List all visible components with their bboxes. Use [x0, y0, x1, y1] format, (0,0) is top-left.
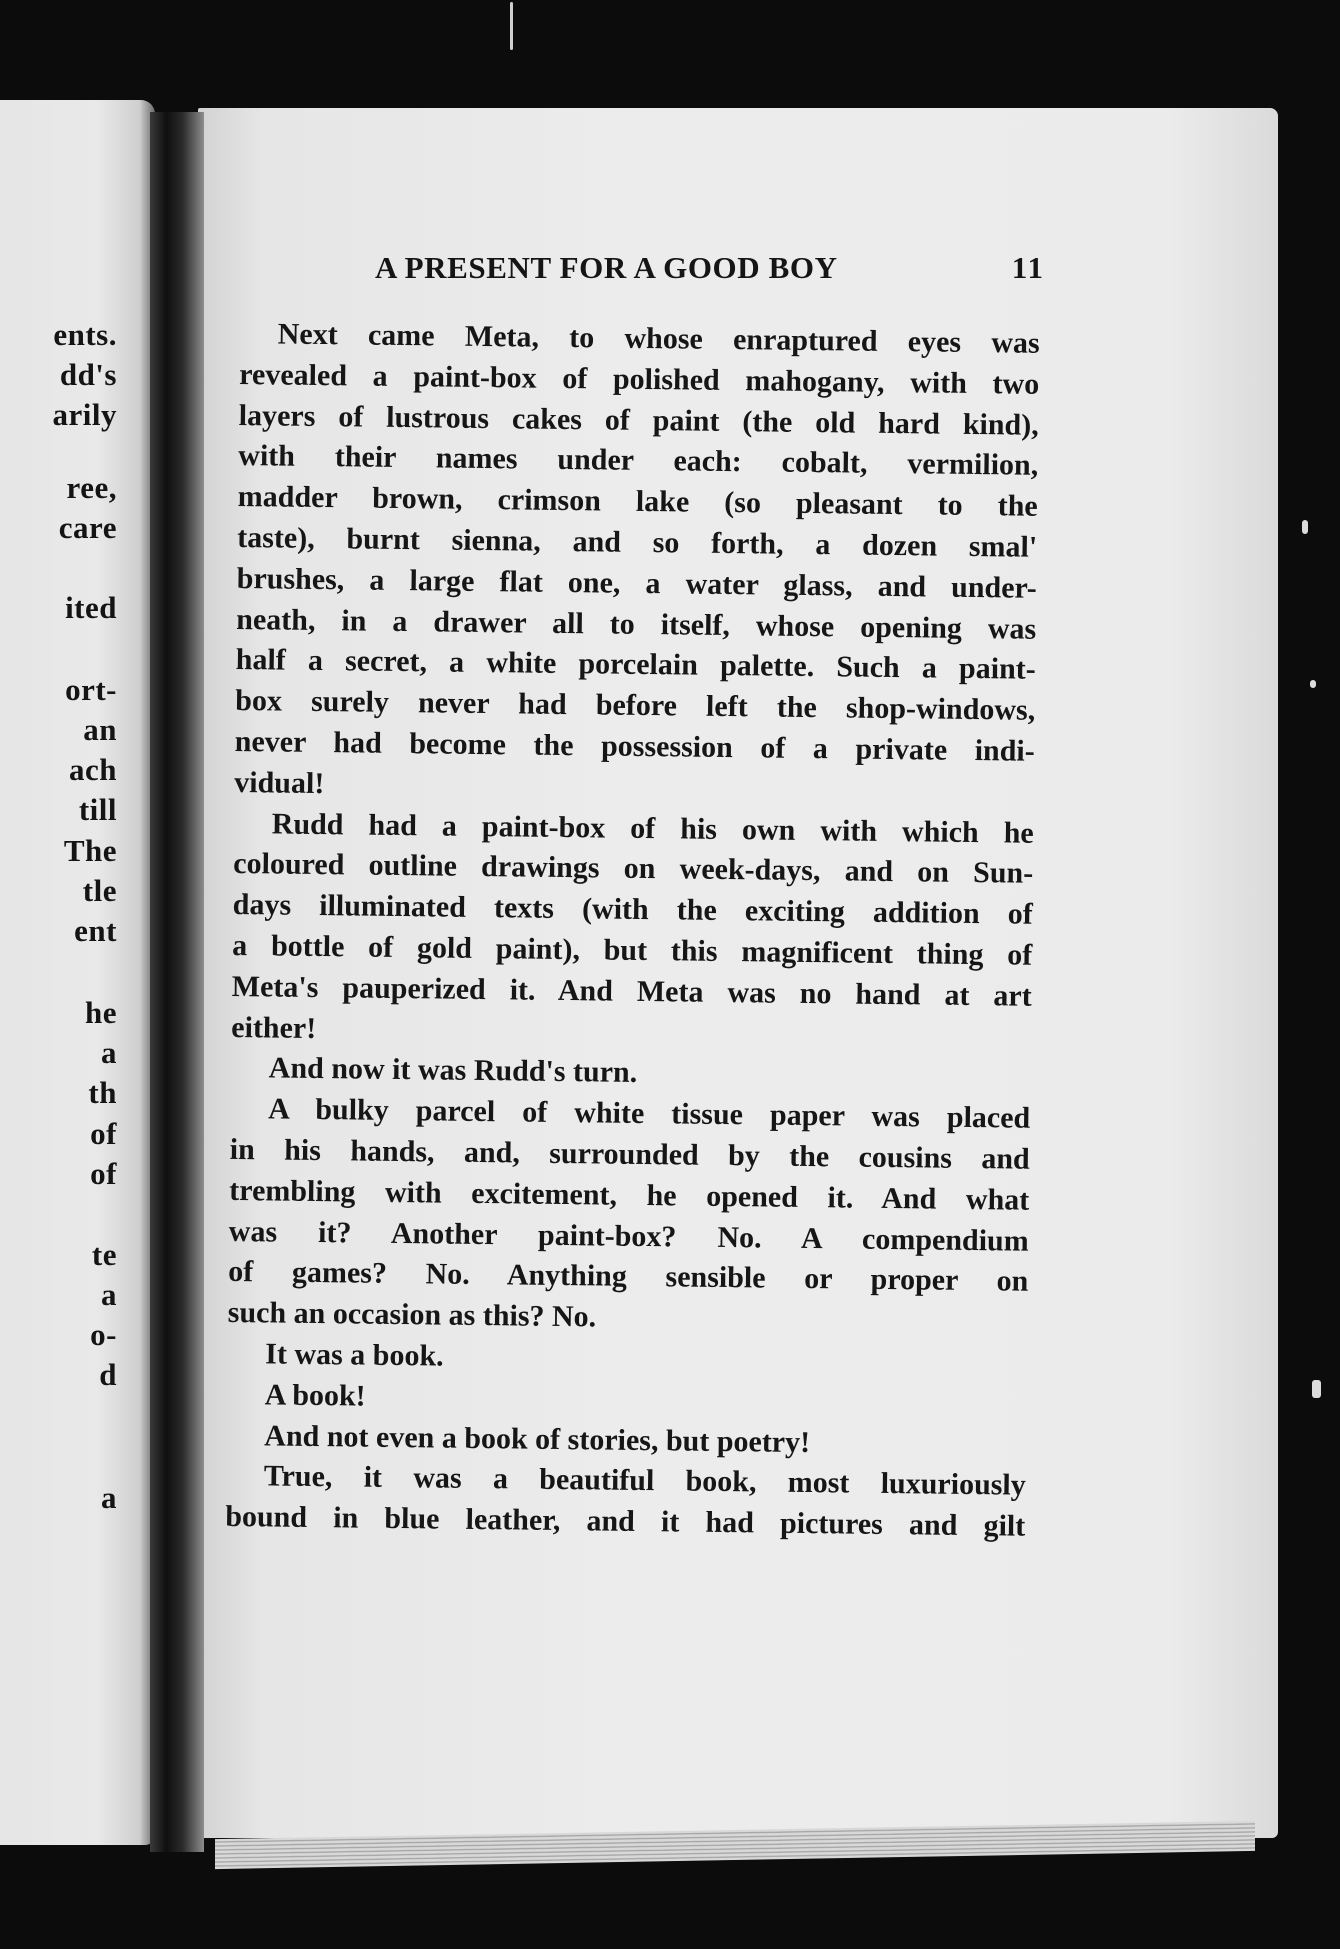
text-line: madder brown, crimson lake (so pleasant to the — [237, 480, 1038, 523]
text-line: coloured outline drawings on week-days, and on Sun- — [233, 847, 1034, 891]
text-line: brushes, a large flat one, a water glass, and under- — [236, 561, 1037, 605]
text-line: A bulky parcel of white tissue paper was placed — [268, 1092, 1031, 1135]
left-page-fragment: ree, — [66, 470, 117, 505]
left-page-fragment: ach — [69, 752, 117, 787]
text-line: neath, in a drawer all to itself, whose opening was — [236, 602, 1037, 646]
text-line: And now it was Rudd's turn. — [268, 1051, 638, 1090]
text-line: days illuminated texts (with the exciting addition of — [232, 888, 1033, 931]
text-line: a bottle of gold paint), but this magnificent thing of — [232, 928, 1033, 972]
left-page-fragment: ent — [74, 913, 117, 948]
left-page-fragment: a — [101, 1035, 117, 1070]
left-page-fragment: care — [58, 510, 117, 545]
text-line: trembling with excitement, he opened it. And what — [229, 1173, 1030, 1217]
left-page-fragment: ort- — [65, 672, 117, 707]
left-page-fragment: The — [63, 833, 117, 868]
text-line: layers of lustrous cakes of paint (the old hard kind), — [238, 398, 1039, 442]
left-page-fragment: he — [85, 995, 117, 1030]
left-page-fragment: o- — [90, 1317, 117, 1352]
running-title: A PRESENT FOR A GOOD BOY — [375, 250, 838, 285]
text-line: such an occasion as this? No. — [227, 1296, 597, 1334]
scan-speck — [1312, 1380, 1321, 1398]
left-page-fragment: of — [90, 1116, 117, 1151]
left-page-fragment: dd's — [59, 357, 117, 392]
left-page-fragment: a — [101, 1480, 117, 1515]
scan-speck — [510, 2, 513, 50]
left-page-fragment: a — [101, 1277, 117, 1312]
text-line: A book! — [264, 1378, 366, 1413]
text-line: of games? No. Anything sensible or proper on — [228, 1255, 1029, 1299]
text-line: half a secret, a white porcelain palette. Such a paint- — [235, 643, 1036, 687]
running-header — [375, 250, 1045, 290]
page-number: 11 — [1011, 250, 1045, 285]
body-text — [225, 314, 1040, 1548]
text-line: taste), burnt sienna, and so forth, a dozen smal' — [237, 520, 1038, 564]
book-gutter — [150, 112, 204, 1852]
text-line: bound in blue leather, and it had pictures and gilt — [225, 1500, 1026, 1543]
scan-speck — [1310, 680, 1316, 688]
text-line: box surely never had before left the shop-windows, — [235, 684, 1036, 727]
left-page-fragment: ents. — [53, 317, 117, 352]
text-line: Rudd had a paint-box of his own with which he — [271, 806, 1034, 850]
left-page-fragment: tle — [82, 873, 117, 908]
left-page-fragment: of — [90, 1156, 117, 1191]
text-line: with their names under each: cobalt, vermilion, — [238, 439, 1039, 483]
text-line: was it? Another paint-box? No. A compendium — [228, 1214, 1029, 1258]
left-page-fragment: d — [99, 1357, 117, 1392]
left-page — [0, 100, 155, 1845]
left-page-fragment: an — [83, 712, 117, 747]
left-page-fragment: arily — [52, 397, 117, 432]
left-page-fragment: th — [88, 1075, 117, 1110]
left-page-fragment: te — [91, 1237, 117, 1272]
text-line: Next came Meta, to whose enraptured eyes was — [277, 317, 1040, 360]
text-line: True, it was a beautiful book, most luxuriously — [263, 1459, 1026, 1502]
text-line: vidual! — [234, 765, 325, 800]
text-line: And not even a book of stories, but poetry! — [264, 1418, 811, 1459]
left-page-fragment: till — [78, 792, 117, 827]
text-line: revealed a paint-box of polished mahogany, with two — [239, 357, 1040, 401]
text-line: in his hands, and, surrounded by the cousins and — [229, 1132, 1030, 1176]
text-line: never had become the possession of a private indi- — [234, 724, 1035, 768]
text-line: either! — [231, 1010, 317, 1045]
text-line: It was a book. — [265, 1337, 444, 1373]
scan-speck — [1302, 520, 1308, 534]
left-page-fragment: ited — [65, 590, 117, 625]
text-line: Meta's pauperized it. And Meta was no hand at art — [231, 969, 1032, 1013]
